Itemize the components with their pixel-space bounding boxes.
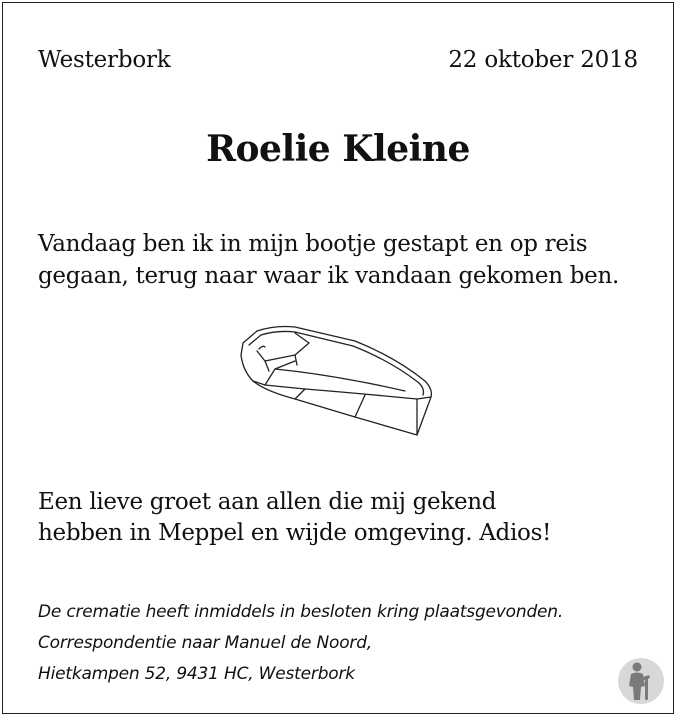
notice-frame [2,2,674,714]
memorial-emblem-icon [616,656,666,706]
boat-drawing-icon [235,321,441,445]
greeting-text [38,487,551,549]
info-line: Correspondentie naar Manuel de Noord, [38,633,372,653]
cremation-info [38,597,563,690]
info-line: De crematie heeft inmiddels in besloten kring plaatsgevonden. [38,602,564,622]
notice-date: 22 oktober 2018 [448,47,638,73]
deceased-name: Roelie Kleine [206,128,470,170]
place-name: Westerbork [38,47,171,73]
greeting-line: Een lieve groet aan allen die mij gekend [38,489,497,515]
verse-text [38,228,619,292]
greeting-line: hebben in Meppel en wijde omgeving. Adios! [38,520,552,546]
verse-line: Vandaag ben ik in mijn bootje gestapt en op reis [38,231,588,257]
verse-line: gegaan, terug naar waar ik vandaan gekomen ben. [38,263,619,289]
info-line: Hietkampen 52, 9431 HC, Westerbork [38,664,355,684]
